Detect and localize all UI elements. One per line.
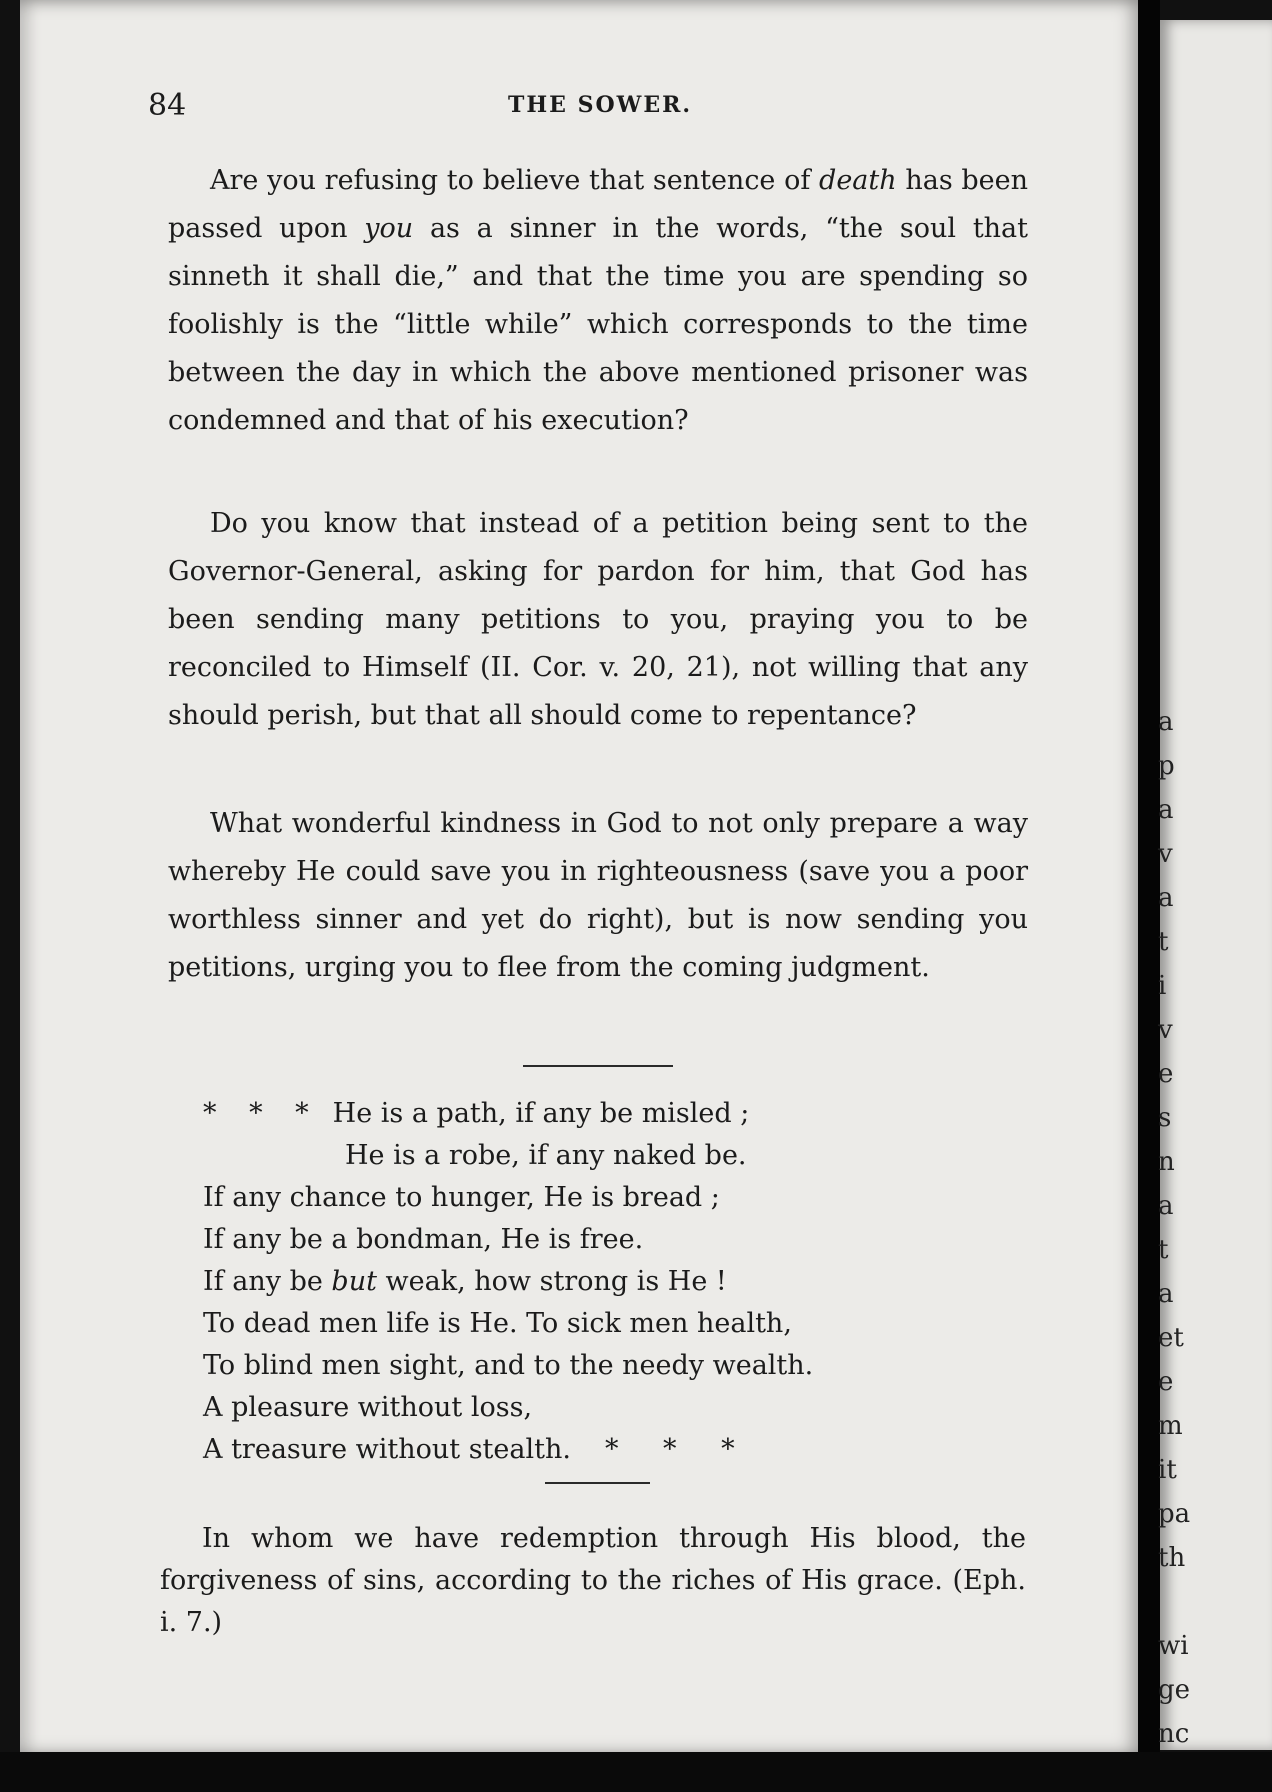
poem-line [203,1219,1023,1261]
poem-line [203,1387,1023,1429]
facing-page-fragment: th [1158,1543,1186,1573]
book-gutter [1138,0,1160,1792]
facing-page-fragment: a [1158,1191,1174,1221]
italic-emphasis: you [364,213,414,244]
text-run: has been passed upon [168,165,1029,244]
text-run: He is a path, if any be misled ; [332,1098,750,1129]
facing-page-fragment: nc [1158,1719,1190,1749]
facing-page-fragment: et [1158,1323,1184,1353]
facing-page-fragment: t [1158,927,1169,957]
poem-line [203,1345,1023,1387]
text-run: What wonderful kindness in God to not only prepare a way whereby He could save you in righteousness (save you a poor worthless sinner and yet do right), but is now sending you petitions, urging you to flee from the coming judgment. [168,808,1028,983]
text-run: To dead men life is He. To sick men health, [203,1308,792,1339]
facing-page-text-fragments [1158,700,1190,1756]
facing-page-fragment: t [1158,1235,1169,1265]
poem-line [203,1177,1023,1219]
facing-page-fragment: a [1158,1279,1174,1309]
text-run: He is a robe, if any naked be. [345,1140,747,1171]
running-title: THE SOWER. [508,92,693,118]
paragraph-3 [168,800,1028,992]
facing-page-fragment: m [1158,1411,1183,1441]
facing-page-fragment: e [1158,1059,1174,1089]
poem-line [203,1429,1023,1471]
section-divider-rule-short [545,1482,650,1484]
text-run: A treasure without stealth. [203,1434,571,1465]
text-run: weak, how strong is He ! [376,1266,727,1297]
facing-page-fragment: s [1158,1103,1172,1133]
poem-line [203,1261,1023,1303]
facing-page-fragment: v [1158,839,1173,869]
facing-page-fragment: a [1158,795,1174,825]
facing-page-fragment: v [1158,1015,1173,1045]
facing-page-fragment: it [1158,1455,1177,1485]
text-run: as a sinner in the words, “the soul that sinneth it shall die,” and that the time you are spending so foolishly is the “little while” which corresponds to the time between the day in which the above mentioned prisoner was condemned and that of his execution? [168,213,1028,436]
asterism-open: * * * [203,1098,321,1129]
text-run: Do you know that instead of a petition being sent to the Governor-General, asking for pardon for him, that God has been sending many petitions to you, praying you to be reconciled to Himself (II. Cor. v. 20, 21), not willing that any should perish, but that all should come to repentance? [168,508,1028,731]
italic-emphasis: death [819,165,897,196]
left-page [20,0,1145,1755]
running-header [20,88,1145,128]
text-run: If any be a bondman, He is free. [203,1224,644,1255]
section-divider-rule [523,1065,673,1067]
poem-line [203,1135,1023,1177]
poem-line [203,1303,1023,1345]
scan-bottom-edge [0,1752,1272,1792]
scripture-quotation: In whom we have redemption through His blood, the forgiveness of sins, according to the riches of His grace. (Eph. i. 7.) [160,1523,1026,1638]
asterism-close: * * * [604,1434,753,1465]
facing-page-fragment: n [1158,1147,1175,1177]
paragraph-2 [168,500,1028,740]
facing-page-fragment: ge [1158,1675,1191,1705]
facing-page-fragment: e [1158,1367,1174,1397]
facing-page-fragment: p [1158,751,1175,781]
text-run: Are you refusing to believe that sentence of [210,165,820,196]
poem-stanza [203,1093,1023,1471]
poem-line [203,1093,1023,1135]
italic-emphasis: but [331,1266,377,1297]
text-run: If any chance to hunger, He is bread ; [203,1182,720,1213]
facing-page-fragment: a [1158,707,1174,737]
page-number: 84 [148,88,187,123]
facing-page-fragment: i [1158,971,1167,1001]
facing-page-fragment [1158,1580,1190,1624]
text-run: To blind men sight, and to the needy wealth. [203,1350,814,1381]
paragraph-1 [168,157,1028,445]
text-run: A pleasure without loss, [203,1392,533,1423]
facing-page-edge [1160,20,1272,1750]
facing-page-fragment: a [1158,883,1174,913]
text-run: If any be [203,1266,332,1297]
facing-page-fragment: wi [1158,1631,1189,1661]
facing-page-fragment: pa [1158,1499,1191,1529]
